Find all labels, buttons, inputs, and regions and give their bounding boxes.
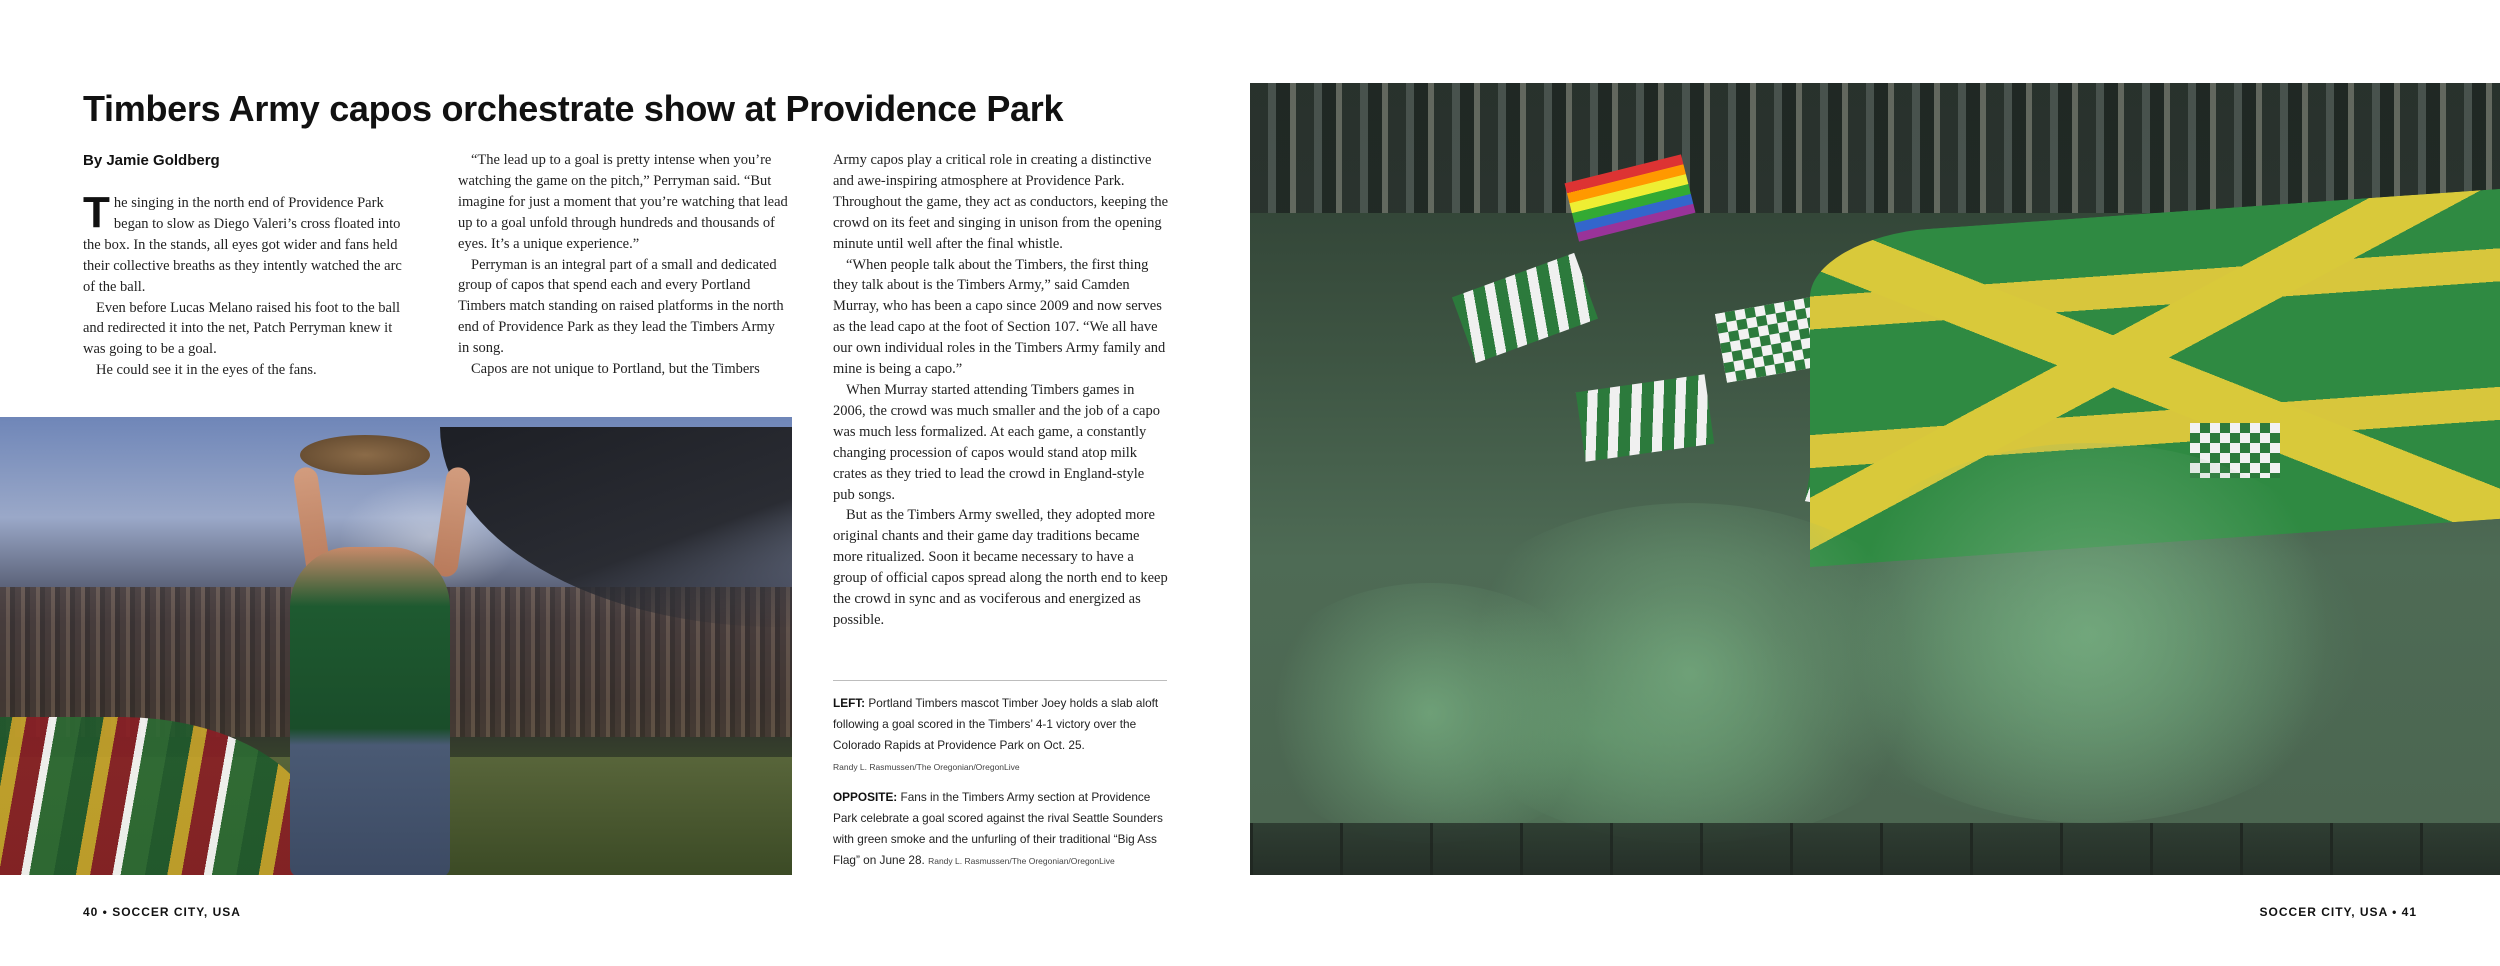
- log-slab: [300, 435, 430, 475]
- railing-fence: [1250, 823, 2500, 875]
- byline: By Jamie Goldberg: [83, 152, 220, 169]
- green-smoke: [1250, 583, 1610, 843]
- striped-flag: [1576, 374, 1714, 461]
- photo-timber-joey: [0, 417, 792, 875]
- striped-flag: [1452, 253, 1598, 363]
- paragraph: The singing in the north end of Providence Park began to slow as Diego Valeri’s cross floated into the box. In the stands, all eyes got wider and fans held their collective breaths as they intently watched the arc of the ball.: [83, 188, 402, 295]
- article-column-2: [458, 150, 788, 380]
- caption-text: Portland Timbers mascot Timber Joey holds a slab aloft following a goal scored in the Timbers’ 4-1 victory over the Colorado Rapids at Providence Park on Oct. 25.: [833, 696, 1159, 752]
- article-column-1: [83, 188, 413, 381]
- photo-credit: Randy L. Rasmussen/The Oregonian/OregonLive: [928, 856, 1115, 866]
- paragraph: Capos are not unique to Portland, but the Timbers: [471, 361, 760, 378]
- paragraph: When Murray started attending Timbers games in 2006, the crowd was much smaller and the job of a capo was much less formalized. At each game, a constantly changing procession of capos would stand atop milk crates as they tried to lead the crowd in England-style pub songs.: [833, 381, 1160, 503]
- paragraph: Perryman is an integral part of a small and dedicated group of capos that spend each and every Portland Timbers match standing on raised platforms in the north end of Providence Park as they lead the Timbers Army in song.: [458, 256, 784, 357]
- paragraph: “When people talk about the Timbers, the first thing they talk about is the Timbers Army,” said Camden Murray, who has been a capo since 2009 and now serves as the lead capo at the foot of Section 107. “We all have our own individual roles in the Timbers Army family and mine is being a capo.”: [833, 256, 1166, 378]
- paragraph: Army capos play a critical role in creating a distinctive and awe-inspiring atmosphere at Providence Park. Throughout the game, they act as conductors, keeping the crowd on its feet and singing in unison from the opening minute until well after the final whistle.: [833, 152, 1169, 252]
- caption-opposite: [833, 787, 1173, 872]
- paragraph: But as the Timbers Army swelled, they adopted more original chants and their game day traditions became more ritualized. Soon it became necessary to have a group of official capos spread along the north end to keep the crowd in sync and as vociferous and energized as possible.: [833, 507, 1168, 628]
- paragraph: He could see it in the eyes of the fans.: [96, 362, 317, 379]
- article-column-3: [833, 150, 1168, 631]
- page-folio-right: SOCCER CITY, USA • 41: [2259, 905, 2417, 919]
- photo-timbers-army: [1250, 83, 2500, 875]
- green-smoke: [1810, 443, 2370, 823]
- fan-scarves: [0, 717, 320, 875]
- caption-label: LEFT:: [833, 696, 866, 710]
- caption-left: [833, 693, 1173, 778]
- timber-joey-figure: [290, 547, 450, 875]
- caption-divider: [833, 680, 1167, 681]
- headline: Timbers Army capos orchestrate show at Providence Park: [83, 88, 1064, 129]
- paragraph: Even before Lucas Melano raised his foot to the ball and redirected it into the net, Patch Perryman knew it was going to be a goal.: [83, 299, 400, 358]
- caption-text: Fans in the Timbers Army section at Providence Park celebrate a goal scored against the rival Seattle Sounders with green smoke and the unfurling of their traditional “Big Ass Flag” on June 28.: [833, 790, 1163, 867]
- photo-credit: Randy L. Rasmussen/The Oregonian/OregonLive: [833, 762, 1020, 772]
- drop-cap: T: [83, 188, 110, 237]
- raised-arm: [432, 466, 471, 578]
- paragraph: “The lead up to a goal is pretty intense when you’re watching the game on the pitch,” Perryman said. “But imagine for just a moment that you’re watching that lead up to a goal unfold through hundreds and thousands of eyes. It’s a unique experience.”: [458, 152, 788, 252]
- crowd-upper-section: [1250, 83, 2500, 213]
- page-folio-left: 40 • SOCCER CITY, USA: [83, 905, 241, 919]
- caption-label: OPPOSITE:: [833, 790, 898, 804]
